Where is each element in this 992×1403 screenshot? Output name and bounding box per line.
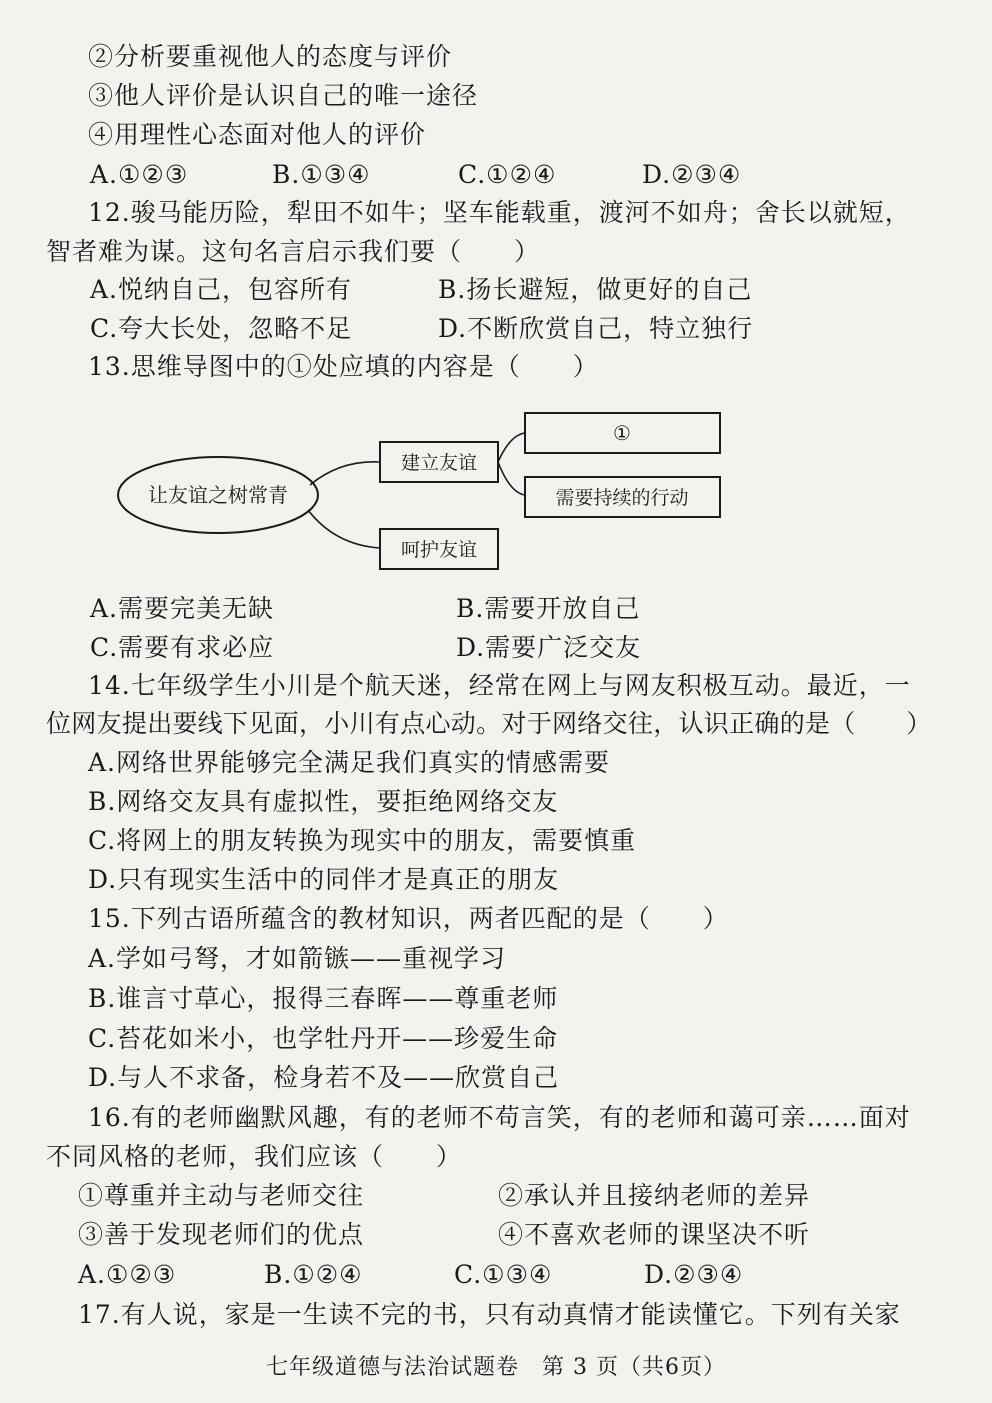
q17-stem-line1: 17.有人说，家是一生读不完的书，只有动真情才能读懂它。下列有关家	[78, 1300, 901, 1329]
q11-item-4: ④用理性心态面对他人的评价	[88, 120, 427, 149]
q11-item-2: ②分析要重视他人的态度与评价	[88, 42, 453, 71]
q14-option-d[interactable]: D.只有现实生活中的同伴才是真正的朋友	[88, 865, 560, 894]
q14-option-a[interactable]: A.网络世界能够完全满足我们真实的情感需要	[88, 748, 611, 777]
q16-item-2: ②承认并且接纳老师的差异	[498, 1181, 811, 1210]
q13-option-a[interactable]: A.需要完美无缺	[90, 594, 275, 623]
q11-option-d[interactable]: D.②③④	[642, 160, 742, 189]
q12-stem-line1: 12.骏马能历险，犁田不如牛；坚车能载重，渡河不如舟；舍长以就短，	[88, 198, 911, 227]
q14-option-b[interactable]: B.网络交友具有虚拟性，要拒绝网络交友	[88, 787, 559, 816]
q13-stem: 13.思维导图中的①处应填的内容是（ ）	[88, 352, 599, 381]
q12-option-a[interactable]: A.悦纳自己，包容所有	[90, 275, 353, 304]
mindmap-leaf-blank-label: ①	[613, 421, 631, 445]
q15-option-a[interactable]: A.学如弓弩，才如箭镞——重视学习	[88, 944, 507, 973]
q15-stem: 15.下列古语所蕴含的教材知识，两者匹配的是（ ）	[88, 904, 729, 933]
q16-stem-line2: 不同风格的老师，我们应该（ ）	[46, 1142, 463, 1171]
q11-option-c[interactable]: C.①②④	[458, 160, 557, 189]
mindmap-connector-leaf2	[498, 462, 525, 495]
q16-item-4: ④不喜欢老师的课坚决不听	[498, 1220, 811, 1249]
mind-map-diagram	[110, 405, 730, 585]
page-footer: 七年级道德与法治试题卷 第 3 页（共6页）	[266, 1355, 726, 1380]
mindmap-branch-protect-label: 呵护友谊	[400, 539, 478, 561]
mindmap-branch-build-label: 建立友谊	[400, 452, 478, 474]
q16-option-c[interactable]: C.①③④	[454, 1260, 553, 1289]
q11-option-b[interactable]: B.①③④	[272, 160, 371, 189]
q16-item-1: ①尊重并主动与老师交往	[78, 1181, 365, 1210]
q16-option-a[interactable]: A.①②③	[78, 1260, 177, 1289]
mindmap-connector-leaf1	[498, 433, 525, 462]
q13-option-b[interactable]: B.需要开放自己	[456, 594, 641, 623]
q12-option-d[interactable]: D.不断欣赏自己，特立独行	[438, 314, 754, 343]
q12-option-c[interactable]: C.夸大长处，忽略不足	[90, 314, 353, 343]
q11-option-a[interactable]: A.①②③	[90, 160, 189, 189]
q11-item-3: ③他人评价是认识自己的唯一途径	[88, 81, 479, 110]
q12-option-b[interactable]: B.扬长避短，做更好的自己	[438, 275, 753, 304]
q16-stem-line1: 16.有的老师幽默风趣，有的老师不苟言笑，有的老师和蔼可亲……面对	[88, 1103, 911, 1132]
q16-option-d[interactable]: D.②③④	[644, 1260, 744, 1289]
q15-option-d[interactable]: D.与人不求备，检身若不及——欣赏自己	[88, 1063, 560, 1092]
q16-option-b[interactable]: B.①②④	[264, 1260, 363, 1289]
mindmap-connector-build	[310, 462, 380, 485]
mindmap-leaf-action-label: 需要持续的行动	[555, 487, 689, 509]
q14-stem-line1: 14.七年级学生小川是个航天迷，经常在网上与网友积极互动。最近，一	[88, 671, 911, 700]
mindmap-connector-protect	[308, 510, 380, 548]
q14-stem-line2: 位网友提出要线下见面，小川有点心动。对于网络交往，认识正确的是（ ）	[46, 709, 932, 738]
q15-option-b[interactable]: B.谁言寸草心，报得三春晖——尊重老师	[88, 984, 559, 1013]
q12-stem-line2: 智者难为谋。这句名言启示我们要（ ）	[46, 237, 541, 266]
q15-option-c[interactable]: C.苔花如米小，也学牡丹开——珍爱生命	[88, 1024, 559, 1053]
q16-item-3: ③善于发现老师们的优点	[78, 1220, 365, 1249]
q13-option-c[interactable]: C.需要有求必应	[90, 633, 275, 662]
mindmap-root-label: 让友谊之树常青	[148, 483, 288, 507]
q14-option-c[interactable]: C.将网上的朋友转换为现实中的朋友，需要慎重	[88, 826, 637, 855]
q13-option-d[interactable]: D.需要广泛交友	[456, 633, 642, 662]
